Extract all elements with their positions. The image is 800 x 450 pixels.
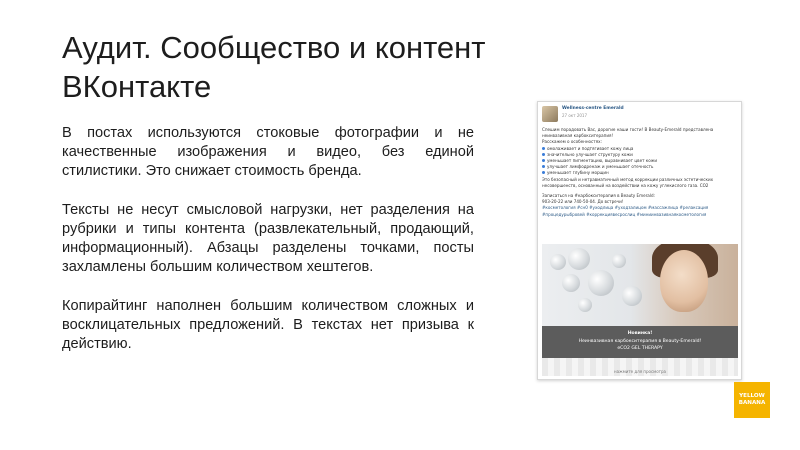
post-line: несовершенств, основанный на воздействии на кожу углекислого газа. СО2 xyxy=(542,182,709,188)
post-banner xyxy=(542,326,738,358)
yellow-banana-logo xyxy=(734,382,770,418)
post-hashtags: #процедурыбровей #коррекциявесрослиц #миниинвазивнаякосметология xyxy=(542,211,707,217)
footer-caption: нажмите для просмотра xyxy=(614,369,666,374)
molecule-bubble xyxy=(550,254,566,270)
molecule-bubble xyxy=(612,254,626,268)
post-header xyxy=(542,106,737,124)
post-line: Расскажем о особенностях: xyxy=(542,139,602,145)
post-photo xyxy=(542,244,738,326)
post-line: Это безопасный и нетравматичный метод коррекции различных эстетических xyxy=(542,176,714,182)
logo-line2: BANANA xyxy=(738,400,766,406)
molecule-bubble xyxy=(588,270,614,296)
slide-title-line2: ВКонтакте xyxy=(62,69,212,104)
post-bullet: уменьшает пигментацию, выравнивает цвет кожи xyxy=(542,158,737,164)
post-line: Записаться на #карбокситерапия в Beauty Emerald: xyxy=(542,193,655,199)
molecule-bubble xyxy=(562,274,580,292)
molecule-bubble xyxy=(568,248,590,270)
paragraph-texts: Тексты не несут смысловой нагрузки, нет разделения на рубрики и типы контента (развлекательный, продающий, информационный). Абзацы разделены точками, посты захламлены большим количеством хештегов. xyxy=(62,202,474,275)
post-date: 27 окт 2017 xyxy=(562,113,588,118)
logo-line1: YELLOW xyxy=(739,393,765,399)
slide-body xyxy=(62,124,474,374)
avatar xyxy=(542,106,558,122)
post-bullet: улучшает лимфодренаж и уменьшает отечность xyxy=(542,164,737,170)
slide-title-line1: Аудит. Сообщество и контент xyxy=(62,30,486,65)
post-author: Wellness-centre Emerald xyxy=(562,106,624,111)
paragraph-stock-photos: В постах используются стоковые фотографии и не качественные изображения и видео, без единой стилистики. Это снижает стоимость бренда. xyxy=(62,125,474,179)
post-line: Спешим порадовать Вас, дорогие наши гости! В Beauty-Emerald представлена xyxy=(542,127,714,132)
banner-line: Новинка! xyxy=(627,331,653,336)
woman-face xyxy=(660,250,708,312)
post-bullet: омолаживает и подтягивает кожу лица xyxy=(542,146,737,152)
molecule-bubble xyxy=(622,286,642,306)
banner-line: eCO2 GEL THERAPY xyxy=(617,346,663,351)
post-bullet: значительно улучшает структуру кожи xyxy=(542,152,737,158)
banner-line: Неинвазивная карбокситерапия в Beauty-Emerald! xyxy=(578,338,702,344)
post-hashtags: #косметология #сн0 #уходлица #уходзалицом #массажлица #релаксация xyxy=(542,205,709,211)
post-line: 903-20-22 или 740-50-04. До встречи! xyxy=(542,199,624,205)
vk-post-screenshot xyxy=(537,101,742,380)
slide-title xyxy=(62,28,582,106)
post-line: неинвазивная карбокситерапия! xyxy=(542,133,614,139)
molecule-bubble xyxy=(578,298,592,312)
post-text xyxy=(542,127,737,218)
paragraph-copywriting: Копирайтинг наполнен большим количеством сложных и восклицательных предложений. В текстах нет призыва к действию. xyxy=(62,298,474,352)
post-footer xyxy=(542,358,738,376)
post-bullet: уменьшает глубину морщин xyxy=(542,170,737,176)
